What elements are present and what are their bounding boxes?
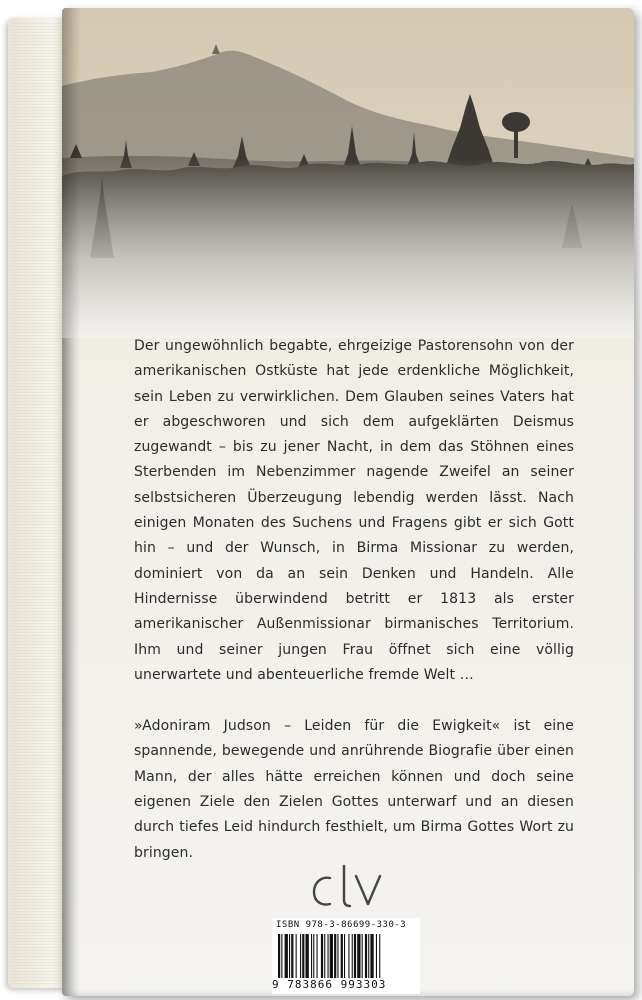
barcode-bar <box>302 934 304 978</box>
barcode-bar <box>352 934 353 978</box>
barcode-bar <box>281 934 282 978</box>
blurb-paragraph-2: »Adoniram Judson – Leiden für die Ewigkeit« ist eine spannende, bewegende und anrührende Biografie über einen Mann, der alles hätte erreichen können und doch seine eigenen Ziele den Zielen Gottes unterwarf und an diesen durch tiefes Leid hindurch festhielt, um Birma Gottes Wort zu bringen. <box>134 718 574 861</box>
ean-digits: 9 783866 993303 <box>272 978 387 991</box>
barcode-bar <box>341 934 343 978</box>
back-cover <box>62 8 634 996</box>
clv-publisher-logo <box>306 860 390 912</box>
barcode-bar <box>379 934 380 978</box>
spine-shadow <box>62 8 80 996</box>
barcode-bar <box>285 934 288 978</box>
barcode-bar <box>344 934 345 978</box>
temple-landscape-photo <box>62 8 634 338</box>
isbn-label: ISBN 978-3-86699-330-3 <box>276 920 407 930</box>
barcode-bar <box>321 934 323 978</box>
barcode-bar <box>330 934 333 978</box>
barcode-bar <box>357 934 360 978</box>
barcode-bars <box>274 934 418 978</box>
barcode-bar <box>306 934 309 978</box>
barcode-bar <box>324 934 325 978</box>
barcode-bar <box>370 934 373 978</box>
barcode-bar <box>289 934 290 978</box>
barcode-bar <box>328 934 329 978</box>
barcode-bar <box>296 934 297 978</box>
blurb-paragraph-1: Der ungewöhnlich begabte, ehrgeizige Pastorensohn von der amerikanischen Ostküste hat jede erdenkliche Möglichkeit, sein Leben zu verwirklichen. Dem Glauben seines Vaters hat er abgeschworen und sich dem aufgeklärten Deismus zugewandt – bis zu jener Nacht, in dem das Stöhnen eines Sterbenden im Nebenzimmer nagende Zweifel an seiner selbstsicheren Überzeugung lebendig werden lässt. Nach einigen Monaten des Suchens und Fragens gibt er sich Gott hin – und der Wunsch, in Birma Missionar zu werden, dominiert von da an sein Denken und Handeln. Alle Hindernisse überwindend betritt er 1813 als erster amerikanischer Außenmissionar birmanisches Territorium. Ihm und seiner jungen Frau öffnet sich eine völlig unerwartete und abenteuerliche fremde Welt … <box>134 338 574 683</box>
barcode-bar <box>354 934 356 978</box>
isbn-barcode <box>272 918 420 994</box>
barcode-bar <box>317 934 318 978</box>
barcode-bar <box>300 934 301 978</box>
blurb-text <box>134 334 574 866</box>
barcode-bar <box>365 934 367 978</box>
barcode-bar <box>311 934 312 978</box>
barcode-bar <box>313 934 314 978</box>
barcode-bar <box>278 934 280 978</box>
barcode-bar <box>368 934 369 978</box>
barcode-bar <box>362 934 363 978</box>
barcode-bar <box>337 934 338 978</box>
barcode-bar <box>376 934 377 978</box>
barcode-bar <box>291 934 293 978</box>
barcode-bar <box>334 934 336 978</box>
barcode-bar <box>348 934 349 978</box>
